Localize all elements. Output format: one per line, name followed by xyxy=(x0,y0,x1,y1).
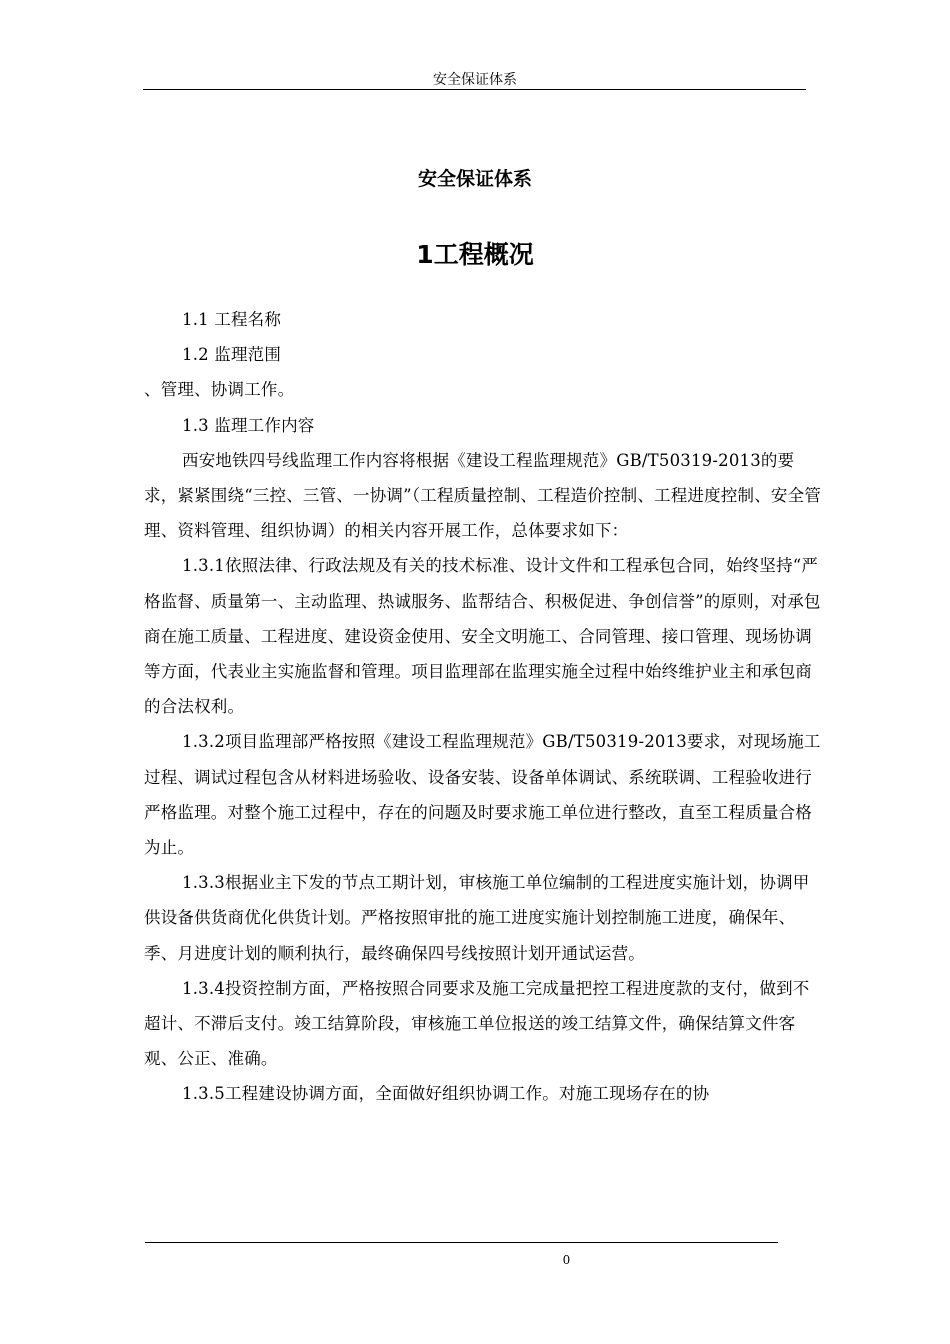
document-title: 安全保证体系 xyxy=(417,168,532,190)
paragraph-fragment: 、管理、协调工作。 xyxy=(144,380,295,400)
paragraph-1-3-5: 1.3.5工程建设协调方面，全面做好组织协调工作。对施工现场存在的协 xyxy=(182,1084,710,1104)
paragraph-1-3-2: 1.3.2项目监理部严格按照《建设工程监理规范》GB/T50319-2013要求，对现场施工过程、调试过程包含从材料进场验收、设备安装、设备单体调试、系统联调、工程验收进行严格监理。对整个施工过程中，存在的问题及时要求施工单位进行整改，直至工程质量合格为止。 xyxy=(144,732,821,858)
paragraph-1-3-4: 1.3.4投资控制方面，严格按照合同要求及施工完成量把控工程进度款的支付，做到不超计、不滞后支付。竣工结算阶段，审核施工单位报送的竣工结算文件，确保结算文件客观、公正、准确。 xyxy=(144,978,810,1069)
section-heading-1-2: 1.2 监理范围 xyxy=(182,345,282,365)
chapter-heading: 1工程概况 xyxy=(416,240,534,269)
paragraph-1-3-1: 1.3.1依照法律、行政法规及有关的技术标准、设计文件和工程承包合同，始终坚持“严格监督、质量第一、主动监理、热诚服务、监帮结合、积极促进、争创信誉”的原则，对承包商在施工质量、工程进度、建设资金使用、安全文明施工、合同管理、接口管理、现场协调等方面，代表业主实施监督和管理。项目监理部在监理实施全过程中始终维护业主和承包商的合法权利。 xyxy=(144,556,821,717)
section-heading-1-1: 1.1 工程名称 xyxy=(182,310,282,329)
paragraph-intro: 西安地铁四号线监理工作内容将根据《建设工程监理规范》GB/T50319-2013的要求，紧紧围绕“三控、三管、一协调”（工程质量控制、工程造价控制、工程进度控制、安全管理、资料管理、组织协调）的相关内容开展工作，总体要求如下： xyxy=(144,450,822,541)
running-header: 安全保证体系 xyxy=(433,72,517,88)
body-text xyxy=(144,302,824,1112)
section-heading-1-3: 1.3 监理工作内容 xyxy=(182,415,315,435)
page-number: 0 xyxy=(562,1253,571,1267)
footer-divider xyxy=(145,1242,778,1243)
paragraph-1-3-3: 1.3.3根据业主下发的节点工期计划，审核施工单位编制的工程进度实施计划，协调甲供设备供货商优化供货计划。严格按照审批的施工进度实施计划控制施工进度，确保年、季、月进度计划的顺利执行，最终确保四号线按照计划开通试运营。 xyxy=(144,873,810,963)
header-divider xyxy=(143,89,806,90)
